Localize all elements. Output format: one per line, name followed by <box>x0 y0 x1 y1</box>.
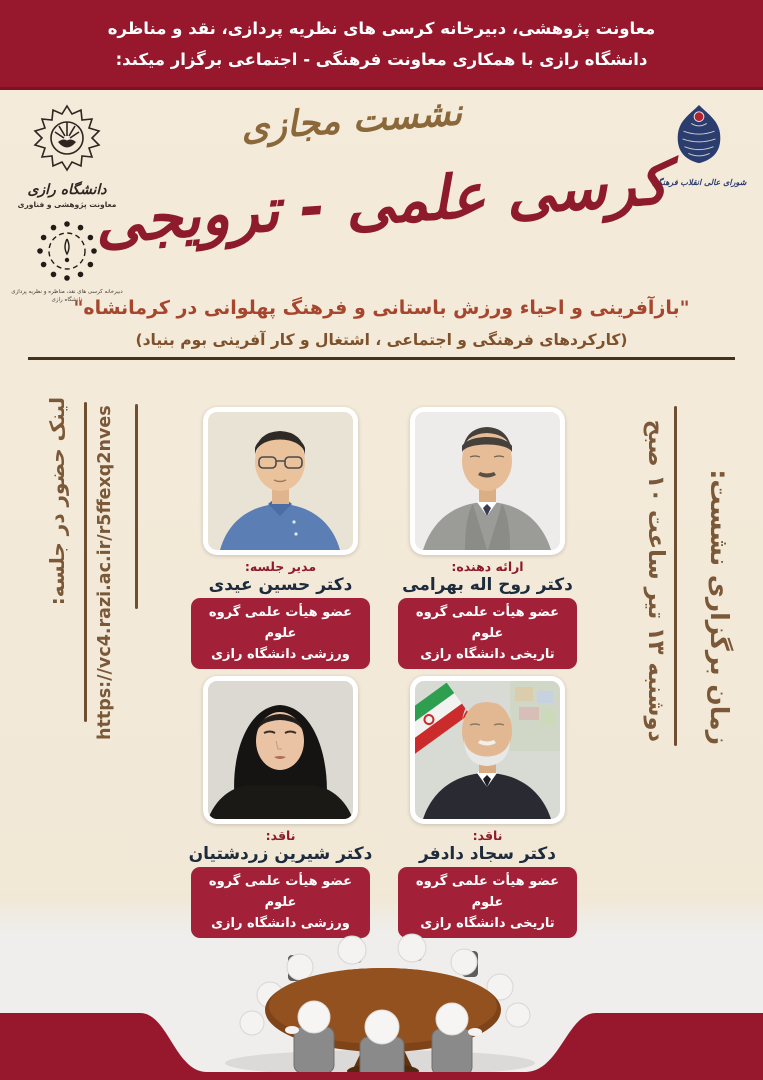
subtitle-functions: (کارکردهای فرهنگی و اجتماعی ، اشتغال و کار آفرینی بوم بنیاد) <box>135 331 628 349</box>
affiliation-line-2: تاریخی دانشگاه رازی <box>420 647 555 663</box>
affiliation-line-2: ورزشی دانشگاه رازی <box>211 916 350 932</box>
affiliation-line-2: ورزشی دانشگاه رازی <box>211 647 350 663</box>
person-name: دکتر روح اله بهرامی <box>402 575 573 595</box>
person-affiliation-banner <box>398 598 577 669</box>
subtitle-topic: "بازآفرینی و احیاء ورزش باستانی و فرهنگ پهلوانی در کرمانشاه" <box>73 297 690 319</box>
header-line-1: معاونت پژوهشی، دبیرخانه کرسی های نظریه پردازی، نقد و مناظره <box>107 18 656 38</box>
photo-frame <box>410 676 565 824</box>
affiliation-line-1: عضو هیأت علمی گروه علوم <box>208 874 353 911</box>
meeting-link-label: لینک حضور در جلسه: <box>45 397 69 606</box>
secretariat-caption: دبیرخانه کرسی های نقد، مناظره و نظریه پردازی دانشگاه رازی <box>11 289 123 304</box>
person-name: دکتر شیرین زردشتیان <box>188 844 373 864</box>
right-rail-line <box>674 406 677 746</box>
person-name: دکتر سجاد دادفر <box>418 844 557 864</box>
left-rail-line-inner <box>84 402 87 722</box>
person-photo <box>208 412 353 550</box>
session-datetime: دوشنبه ۱۳ تیر ساعت ۱۰ صبح <box>643 419 669 742</box>
header-line-2: دانشگاه رازی با همکاری معاونت فرهنگی - اجتماعی برگزار میکند: <box>115 49 648 69</box>
person-role: ناقد: <box>265 828 296 843</box>
person-role: ارائه دهنده: <box>451 559 524 574</box>
session-type-title: نشست مجازی <box>239 92 464 149</box>
person-photo <box>415 681 560 819</box>
left-rail-line-outer <box>135 404 138 609</box>
photo-frame <box>410 407 565 555</box>
main-title: کرسی علمی - ترویجی <box>92 148 671 258</box>
person-role: مدیر جلسه: <box>244 559 317 574</box>
person-affiliation-banner <box>191 598 370 669</box>
person-card-bahrami <box>395 407 580 669</box>
person-photo <box>208 681 353 819</box>
person-name: دکتر حسین عیدی <box>208 575 353 595</box>
header-banner <box>0 0 763 90</box>
horizontal-divider <box>28 357 735 360</box>
university-name: دانشگاه رازی <box>27 182 107 198</box>
affiliation-line-1: عضو هیأت علمی گروه علوم <box>208 605 353 642</box>
person-card-zardoshtian <box>188 676 373 938</box>
footer-wave-shape <box>0 980 763 1080</box>
person-card-eidi <box>188 407 373 669</box>
person-card-dadfar <box>395 676 580 938</box>
meeting-link-url[interactable]: https://vc4.razi.ac.ir/r5ffexq2nves <box>95 405 115 740</box>
photo-frame <box>203 407 358 555</box>
affiliation-line-1: عضو هیأت علمی گروه علوم <box>415 605 560 642</box>
person-photo <box>415 412 560 550</box>
person-role: ناقد: <box>472 828 503 843</box>
affiliation-line-1: عضو هیأت علمی گروه علوم <box>415 874 560 911</box>
session-time-label: زمان برگزاری نشست: <box>705 469 734 745</box>
affiliation-line-2: تاریخی دانشگاه رازی <box>420 916 555 932</box>
photo-frame <box>203 676 358 824</box>
council-caption: شورای عالی انقلاب فرهنگی <box>651 178 747 187</box>
university-subtitle: معاونت پژوهشی و فناوری <box>17 200 117 209</box>
